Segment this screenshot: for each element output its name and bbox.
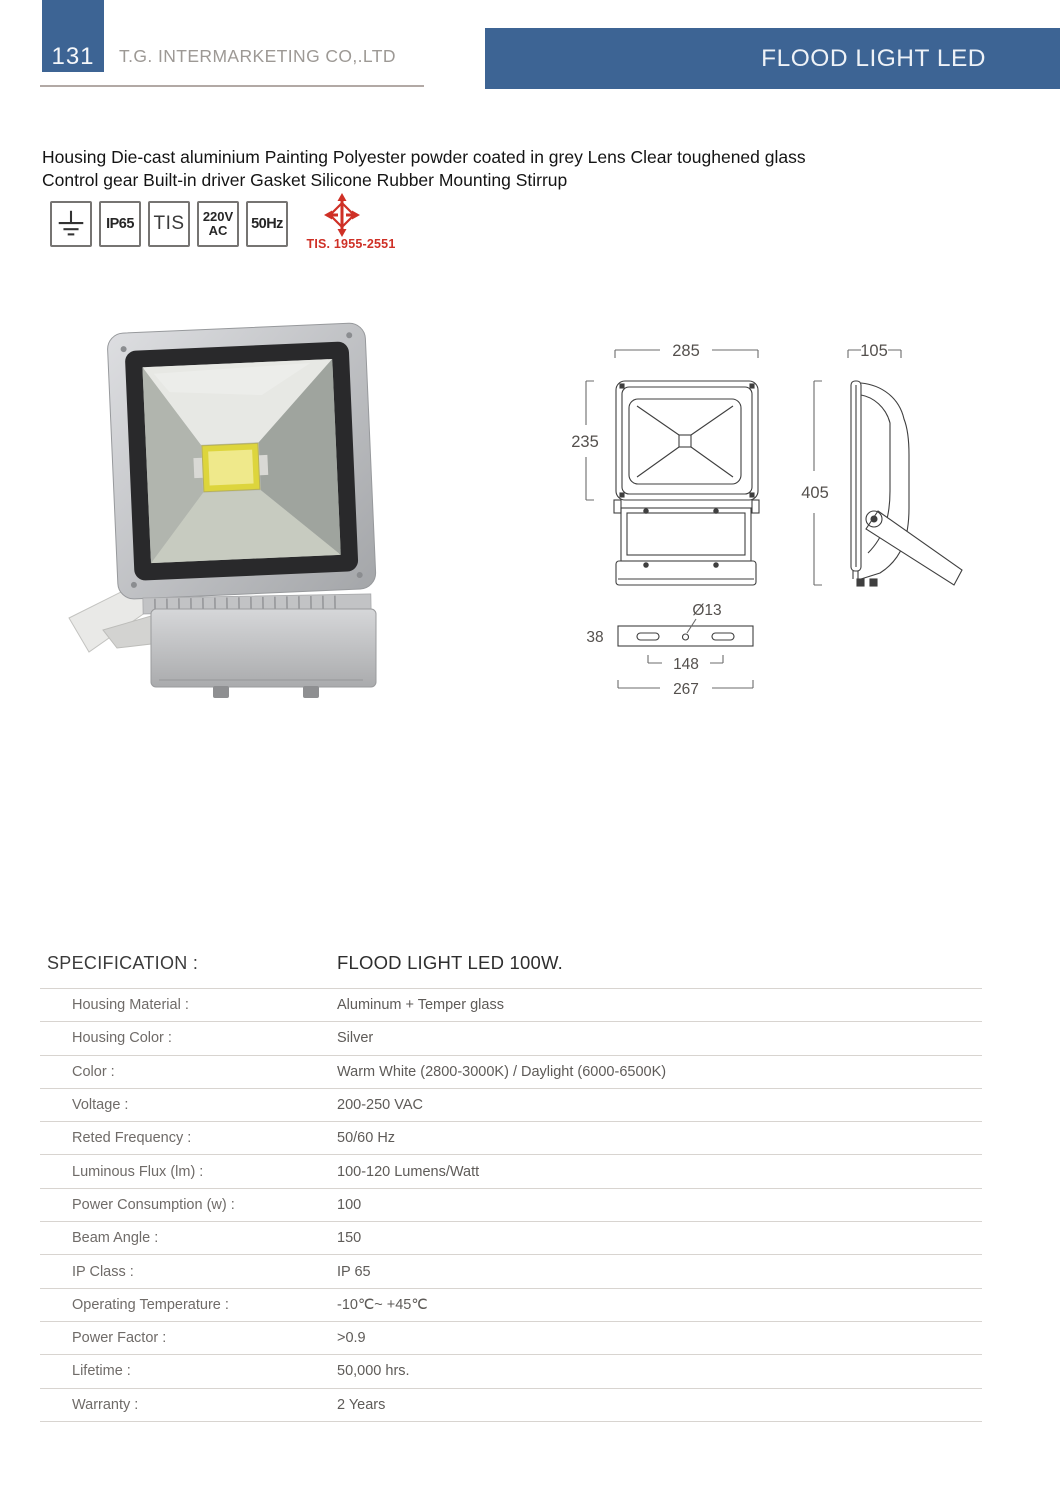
tis-mark-label: TIS. 1955-2551 [306, 237, 396, 251]
bottom-plate-drawing [618, 619, 753, 688]
dim-plate-thickness: 38 [586, 629, 604, 646]
front-view-drawing [586, 350, 759, 585]
certification-badges [50, 201, 288, 247]
description-line-1: Housing Die-cast aluminium Painting Polyester powder coated in grey Lens Clear toughened glass [42, 146, 806, 167]
table-row: Power Consumption (w) : 100 [40, 1189, 982, 1222]
specification-table [40, 989, 982, 1422]
badge-50hz: 50Hz [246, 201, 288, 247]
table-row: Voltage : 200-250 VAC [40, 1089, 982, 1122]
table-row: Beam Angle : 150 [40, 1222, 982, 1255]
side-view-drawing [814, 350, 962, 586]
banner-title: FLOOD LIGHT LED [761, 44, 986, 72]
badge-220v-ac: 220V AC [197, 201, 239, 247]
lamp-head [107, 323, 376, 600]
dim-front-width: 285 [672, 342, 700, 360]
dim-side-width: 105 [860, 342, 888, 360]
table-row: Power Factor : >0.9 [40, 1322, 982, 1355]
badge-ip65: IP65 [99, 201, 141, 247]
dim-hole-diameter: Ø13 [692, 602, 722, 619]
product-description [42, 146, 992, 193]
table-row: Reted Frequency : 50/60 Hz [40, 1122, 982, 1155]
company-name: T.G. INTERMARKETING CO,.LTD [119, 46, 396, 66]
table-row: Lifetime : 50,000 hrs. [40, 1355, 982, 1388]
product-title: FLOOD LIGHT LED 100W. [337, 952, 563, 973]
badge-earth-ground [50, 201, 92, 247]
table-row: Luminous Flux (lm) : 100-120 Lumens/Watt [40, 1155, 982, 1188]
category-banner [485, 28, 1060, 89]
dim-hole-spacing: 148 [673, 656, 699, 673]
tis-certification-mark-icon [318, 191, 366, 239]
dim-plate-width: 267 [673, 681, 699, 698]
dim-front-height: 235 [571, 433, 599, 451]
header-divider [40, 85, 424, 87]
page-number-tag [42, 0, 104, 72]
driver-box [151, 609, 376, 687]
dimension-drawings [558, 323, 988, 713]
foot [303, 686, 319, 698]
product-photo [63, 300, 393, 700]
description-line-2: Control gear Built-in driver Gasket Silicone Rubber Mounting Stirrup [42, 170, 568, 190]
dim-side-height: 405 [801, 484, 829, 502]
table-row: Color : Warm White (2800-3000K) / Daylight (6000-6500K) [40, 1056, 982, 1089]
specification-heading: SPECIFICATION : [47, 953, 199, 973]
table-row: IP Class : IP 65 [40, 1255, 982, 1288]
table-row: Housing Material : Aluminum + Temper glass [40, 989, 982, 1022]
badge-tis: TIS [148, 201, 190, 247]
table-row: Operating Temperature : -10℃~ +45℃ [40, 1289, 982, 1322]
foot [213, 686, 229, 698]
earth-ground-icon [54, 206, 88, 242]
page-number: 131 [51, 43, 95, 70]
table-row: Housing Color : Silver [40, 1022, 982, 1055]
table-row: Warranty : 2 Years [40, 1389, 982, 1422]
